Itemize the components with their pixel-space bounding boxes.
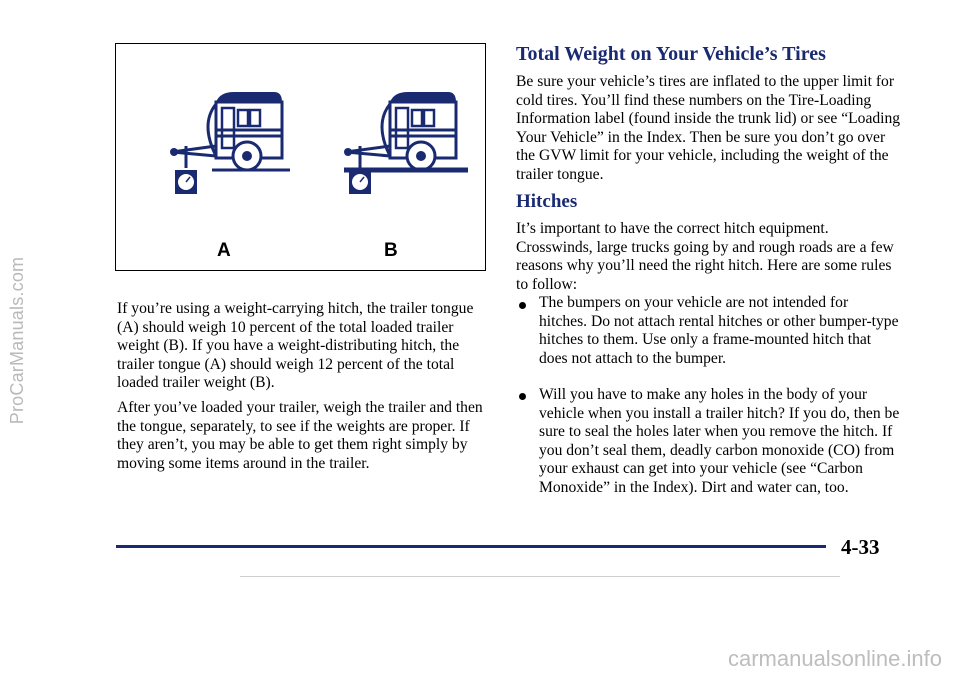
trailer-weight-illustration (115, 43, 486, 271)
page-number: 4-33 (841, 535, 880, 559)
label-a: A (217, 240, 231, 261)
bullet-dot (519, 302, 526, 309)
bottom-watermark: carmanualsonline.info (727, 646, 942, 671)
trailer-diagram (116, 44, 487, 272)
side-watermark (3, 0, 33, 681)
hitches-paragraph: It’s important to have the correct hitch equipment. Crosswinds, large trucks going by and rough roads are a few reasons why you’ll need the right hitch. Here are some rules to follow: (516, 220, 894, 293)
total-weight-paragraph: Be sure your vehicle’s tires are inflated to the upper limit for cold tires. You’ll find these numbers on the Tire-Loading Information label (found inside the trunk lid) or see “Loading Your Vehicle” in the Index. Then be sure you don’t go over the GVW limit for your vehicle, including the weight of the trailer tongue. (516, 73, 901, 183)
bullet-holes: Will you have to make any holes in the body of your vehicle when you install a trailer hitch? If you do, then be sure to seal the holes later when you remove the hitch. If you don’t seal them, deadly carbon monoxide (CO) from your exhaust can get into your vehicle (see “Carbon Monoxide” in the Index). Dirt and water can, too. (539, 386, 900, 496)
bullet-bumpers: The bumpers on your vehicle are not intended for hitches. Do not attach rental hitches or other bumper-type hitches to them. Use only a frame-mounted hitch that does not attach to the bumper. (539, 294, 899, 367)
label-b: B (384, 240, 398, 261)
tongue-weight-paragraph: If you’re using a weight-carrying hitch, the trailer tongue (A) should weigh 10 percent of the total loaded trailer weight (B). If you have a weight-distributing hitch, the trailer tongue (A) should weigh 12 percent of the total loaded trailer weight (B). (117, 300, 474, 391)
side-watermark-text: ProCarManuals.com (7, 256, 28, 425)
footer-rule (116, 545, 826, 548)
heading-hitches: Hitches (516, 191, 578, 212)
heading-total-weight: Total Weight on Your Vehicle’s Tires (516, 43, 826, 65)
weigh-trailer-paragraph: After you’ve loaded your trailer, weigh the trailer and then the tongue, separately, to see if the weights are proper. If they aren’t, you may be able to get them right simply by moving some items around in the trailer. (117, 399, 483, 472)
faint-rule (240, 576, 840, 577)
bullet-dot (519, 393, 526, 400)
